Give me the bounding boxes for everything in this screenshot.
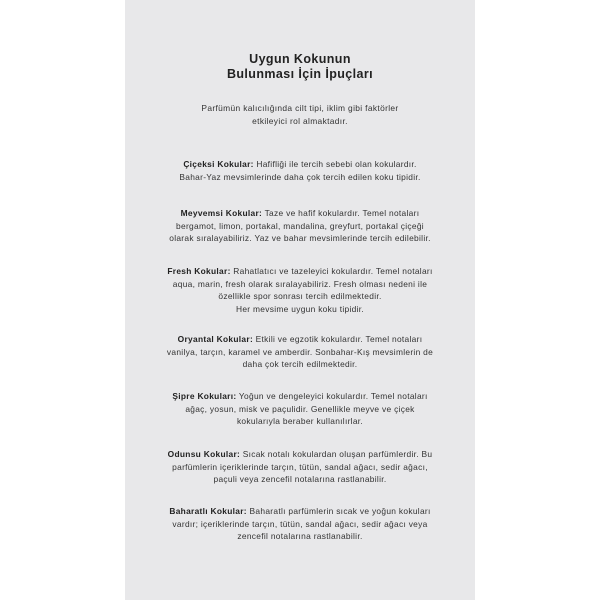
section-first-line bbox=[135, 333, 465, 346]
intro-paragraph bbox=[125, 102, 475, 127]
section-fresh bbox=[135, 265, 465, 315]
intro-line-1: Parfümün kalıcılığında cilt tipi, iklim gibi faktörler bbox=[201, 103, 399, 113]
section-first-line bbox=[135, 207, 465, 220]
section-label: Şipre Kokuları: bbox=[172, 391, 237, 401]
section-text: Etkili ve egzotik kokulardır. Temel notaları bbox=[253, 334, 423, 344]
section-baharatli bbox=[135, 505, 465, 543]
section-label: Meyvemsi Kokular: bbox=[180, 208, 263, 218]
section-text: daha çok tercih edilmektedir. bbox=[242, 359, 358, 369]
section-text: paçuli veya zencefil notalarına rastlanabilir. bbox=[213, 474, 387, 484]
section-ciceksi bbox=[135, 158, 465, 183]
section-first-line bbox=[135, 448, 465, 461]
section-text: zencefil notalarına rastlanabilir. bbox=[237, 531, 363, 541]
page-title bbox=[125, 52, 475, 82]
intro-line-2: etkileyici rol almaktadır. bbox=[252, 115, 348, 126]
title-line-1: Uygun Kokunun bbox=[249, 52, 351, 66]
section-text: vanilya, tarçın, karamel ve amberdir. Sonbahar-Kış mevsimlerin de bbox=[166, 346, 434, 357]
document-page bbox=[125, 0, 475, 600]
section-first-line bbox=[135, 158, 465, 171]
section-first-line bbox=[135, 390, 465, 403]
section-text: Hafifliği ile tercih sebebi olan kokulardır. bbox=[253, 159, 417, 169]
section-text: Her mevsime uygun koku tipidir. bbox=[236, 303, 364, 314]
section-label: Baharatlı Kokular: bbox=[169, 506, 247, 516]
section-text: ağaç, yosun, misk ve paçulidir. Genellikle meyve ve çiçek bbox=[185, 403, 415, 414]
section-text: bergamot, limon, portakal, mandalina, greyfurt, portakal çiçeği bbox=[176, 220, 424, 231]
section-text: kokularıyla beraber kullanılırlar. bbox=[236, 416, 364, 426]
section-label: Fresh Kokular: bbox=[167, 266, 231, 276]
section-text: Sıcak notalı kokulardan oluşan parfümlerdir. Bu bbox=[240, 449, 433, 459]
section-odunsu bbox=[135, 448, 465, 486]
section-text: Yoğun ve dengeleyici kokulardır. Temel notaları bbox=[236, 391, 428, 401]
section-text: Rahatlatıcı ve tazeleyici kokulardır. Temel notaları bbox=[230, 266, 433, 276]
section-label: Odunsu Kokular: bbox=[167, 449, 241, 459]
section-text: aqua, marin, fresh olarak sıralayabiliriz. Fresh olması nedeni ile bbox=[172, 278, 428, 289]
section-first-line bbox=[135, 505, 465, 518]
section-meyvemsi bbox=[135, 207, 465, 245]
section-text: parfümlerin içeriklerinde tarçın, tütün, sandal ağacı, sedir ağacı, bbox=[172, 461, 428, 472]
section-text: özellikle spor sonrası tercih edilmektedir. bbox=[218, 291, 382, 301]
section-text: olarak sıralayabiliriz. Yaz ve bahar mevsimlerinde tercih edilebilir. bbox=[169, 233, 431, 243]
section-text: Baharatlı parfümlerin sıcak ve yoğun kokuları bbox=[246, 506, 431, 516]
section-label: Oryantal Kokular: bbox=[177, 334, 254, 344]
section-first-line bbox=[135, 265, 465, 278]
section-sipre bbox=[135, 390, 465, 428]
section-oryantal bbox=[135, 333, 465, 371]
section-text: vardır; içeriklerinde tarçın, tütün, sandal ağacı, sedir ağacı veya bbox=[172, 518, 428, 529]
section-label: Çiçeksi Kokular: bbox=[183, 159, 254, 169]
title-line-2: Bulunması İçin İpuçları bbox=[226, 67, 374, 81]
section-text: Bahar-Yaz mevsimlerinde daha çok tercih edilen koku tipidir. bbox=[179, 171, 421, 182]
section-text: Taze ve hafif kokulardır. Temel notaları bbox=[262, 208, 420, 218]
